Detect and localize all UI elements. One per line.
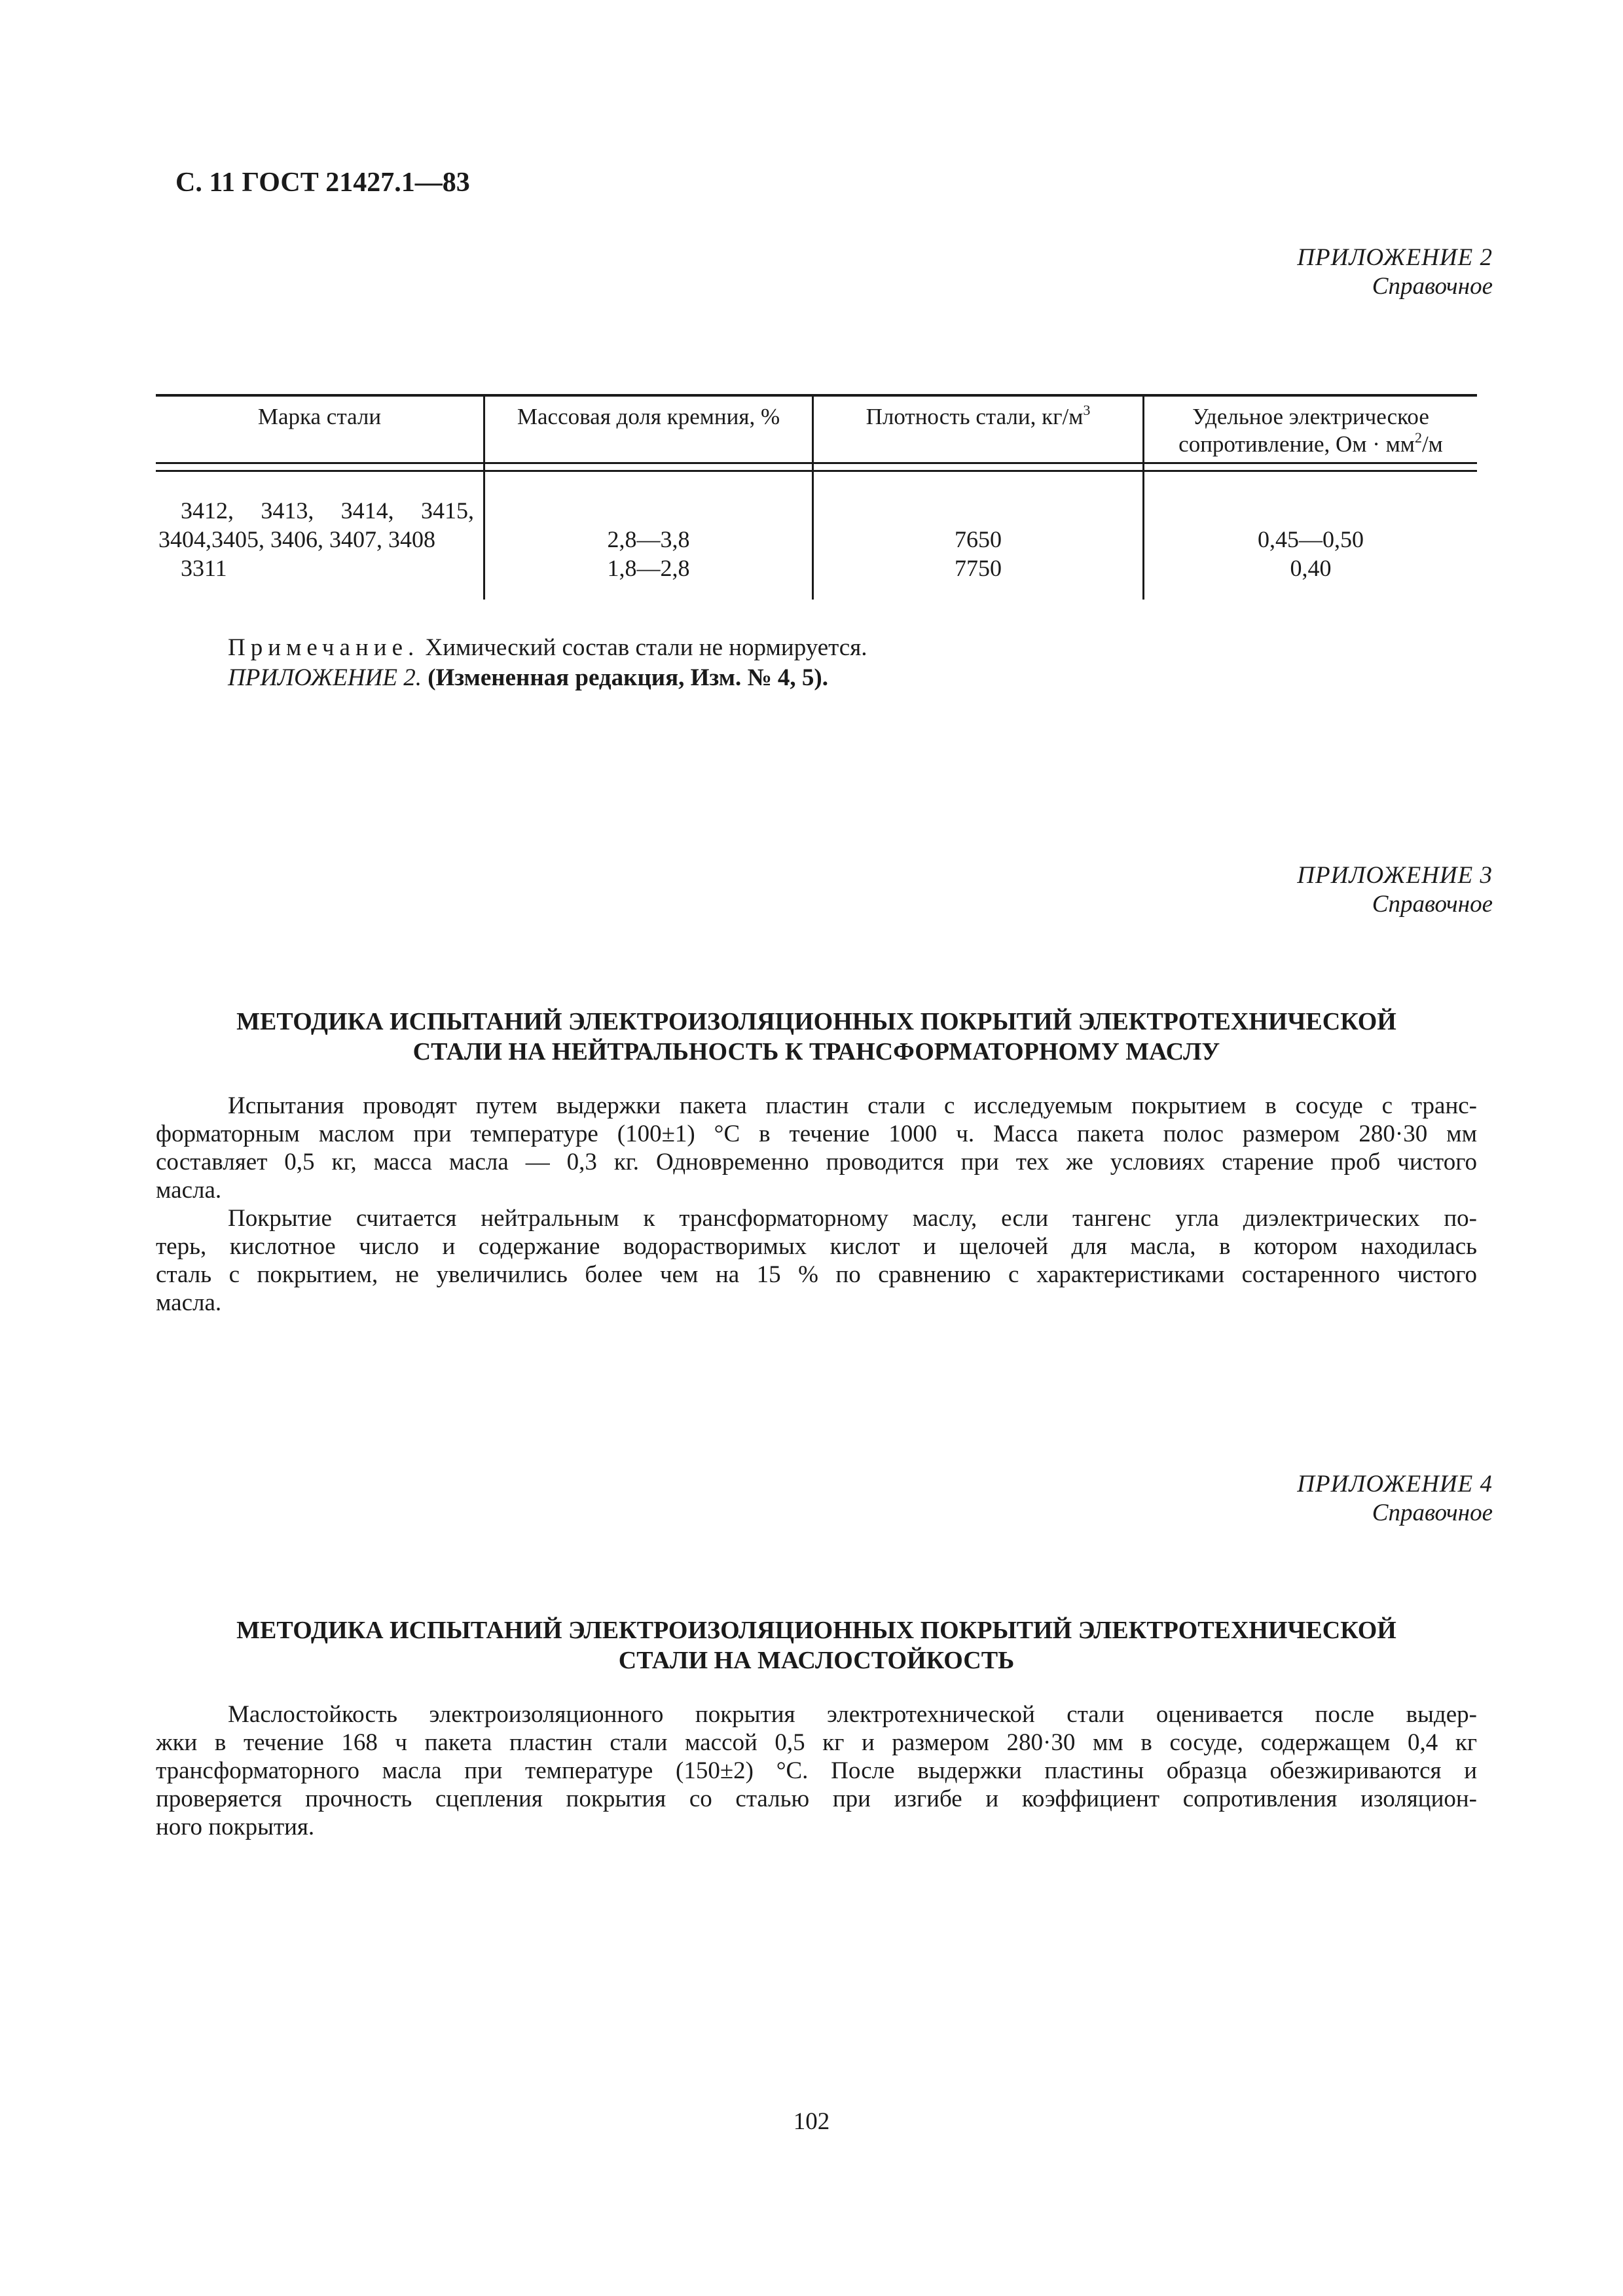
resistivity-value-2: 0,40	[1290, 555, 1332, 581]
grade-row-1: 3412, 3413, 3414, 3415,	[181, 497, 474, 524]
col-header-density: Плотность стали, $кг/м^3$	[866, 402, 1091, 429]
density-value-1: 7650	[955, 526, 1002, 552]
appendix-4-number: ПРИЛОЖЕНИЕ 4	[1297, 1471, 1493, 1498]
amendment-appendix: ПРИЛОЖЕНИЕ 2.	[228, 664, 422, 691]
table-header-rule-2	[156, 470, 1477, 472]
appendix-2-label	[1172, 243, 1493, 301]
appendix-2-type: Справочное	[1372, 273, 1493, 300]
grade-row-2: 3404,3405, 3406, 3407, 3408	[158, 526, 435, 552]
note-text: Химический состав стали не нормируется.	[419, 634, 867, 661]
appendix-3-paragraph-1: Испытания проводят путем выдержки пакета пластин стали с исследуемым покрытием в сосуде с транс- форматорным маслом при температуре (100±1) °С в течение 1000 ч. Масса пакета полос размером 280·30 мм составляет 0,5 кг, масса масла — 0,3 кг. Одновременно проводится при тех же условиях старение проб чистого масла.	[156, 1092, 1477, 1204]
density-value-2: 7750	[955, 555, 1002, 581]
appendix-4-title: МЕТОДИКА ИСПЫТАНИЙ ЭЛЕКТРОИЗОЛЯЦИОННЫХ ПОКРЫТИЙ ЭЛЕКТРОТЕХНИЧЕСКОЙ СТАЛИ НА МАСЛОСТОЙКОСТЬ	[236, 1617, 1396, 1674]
table-top-rule	[156, 394, 1477, 397]
col-header-resistivity: Удельное электрическое сопротивление, Ом · $мм^2/м$	[1178, 404, 1443, 457]
appendix-3-type: Справочное	[1372, 891, 1493, 918]
amendment-text: (Измененная редакция, Изм. № 4, 5).	[421, 664, 828, 691]
appendix-3-label	[1172, 861, 1493, 919]
amendment-reference	[228, 664, 828, 692]
silicon-value-2: 1,8—2,8	[607, 555, 690, 581]
silicon-value-1: 2,8—3,8	[607, 526, 690, 552]
page-number: 102	[793, 2108, 830, 2135]
col-header-grade: Марка стали	[257, 404, 382, 429]
appendix-4-type: Справочное	[1372, 1499, 1493, 1526]
grade-row-3: 3311	[181, 555, 227, 581]
table-header-rule	[156, 462, 1477, 464]
resistivity-value-1: 0,45—0,50	[1258, 526, 1364, 552]
table-note	[228, 634, 867, 662]
note-label: Примечание.	[228, 634, 420, 661]
page-header: С. 11 ГОСТ 21427.1—83	[175, 168, 470, 198]
appendix-3-title: МЕТОДИКА ИСПЫТАНИЙ ЭЛЕКТРОИЗОЛЯЦИОННЫХ ПОКРЫТИЙ ЭЛЕКТРОТЕХНИЧЕСКОЙ СТАЛИ НА НЕЙТРАЛЬНОСТЬ К ТРАНСФОРМАТОРНОМУ МАСЛУ	[236, 1008, 1396, 1066]
col-header-silicon: Массовая доля кремния, %	[517, 404, 780, 429]
appendix-2-number: ПРИЛОЖЕНИЕ 2	[1297, 244, 1493, 271]
appendix-3-number: ПРИЛОЖЕНИЕ 3	[1297, 862, 1493, 889]
appendix-4-label	[1172, 1470, 1493, 1528]
appendix-3-paragraph-2: Покрытие считается нейтральным к трансформаторному маслу, если тангенс угла диэлектрических по- терь, кислотное число и содержание водорастворимых кислот и щелочей для масла, в котором находилась сталь с покрытием, не увеличились более чем на 15 % по сравнению с характеристиками состаренного чистого масла.	[156, 1205, 1477, 1316]
appendix-4-paragraph-1: Маслостойкость электроизоляционного покрытия электротехнической стали оценивается после выдер- жки в течение 168 ч пакета пластин стали массой 0,5 кг и размером 280·30 мм в сосуде, содержащем 0,4 кг трансформаторного масла при температуре (150±2) °С. После выдержки пластины образца обезжириваются и проверяется прочность сцепления покрытия со сталью при изгибе и коэффициент сопротивления изоляцион- ного покрытия.	[156, 1701, 1477, 1840]
